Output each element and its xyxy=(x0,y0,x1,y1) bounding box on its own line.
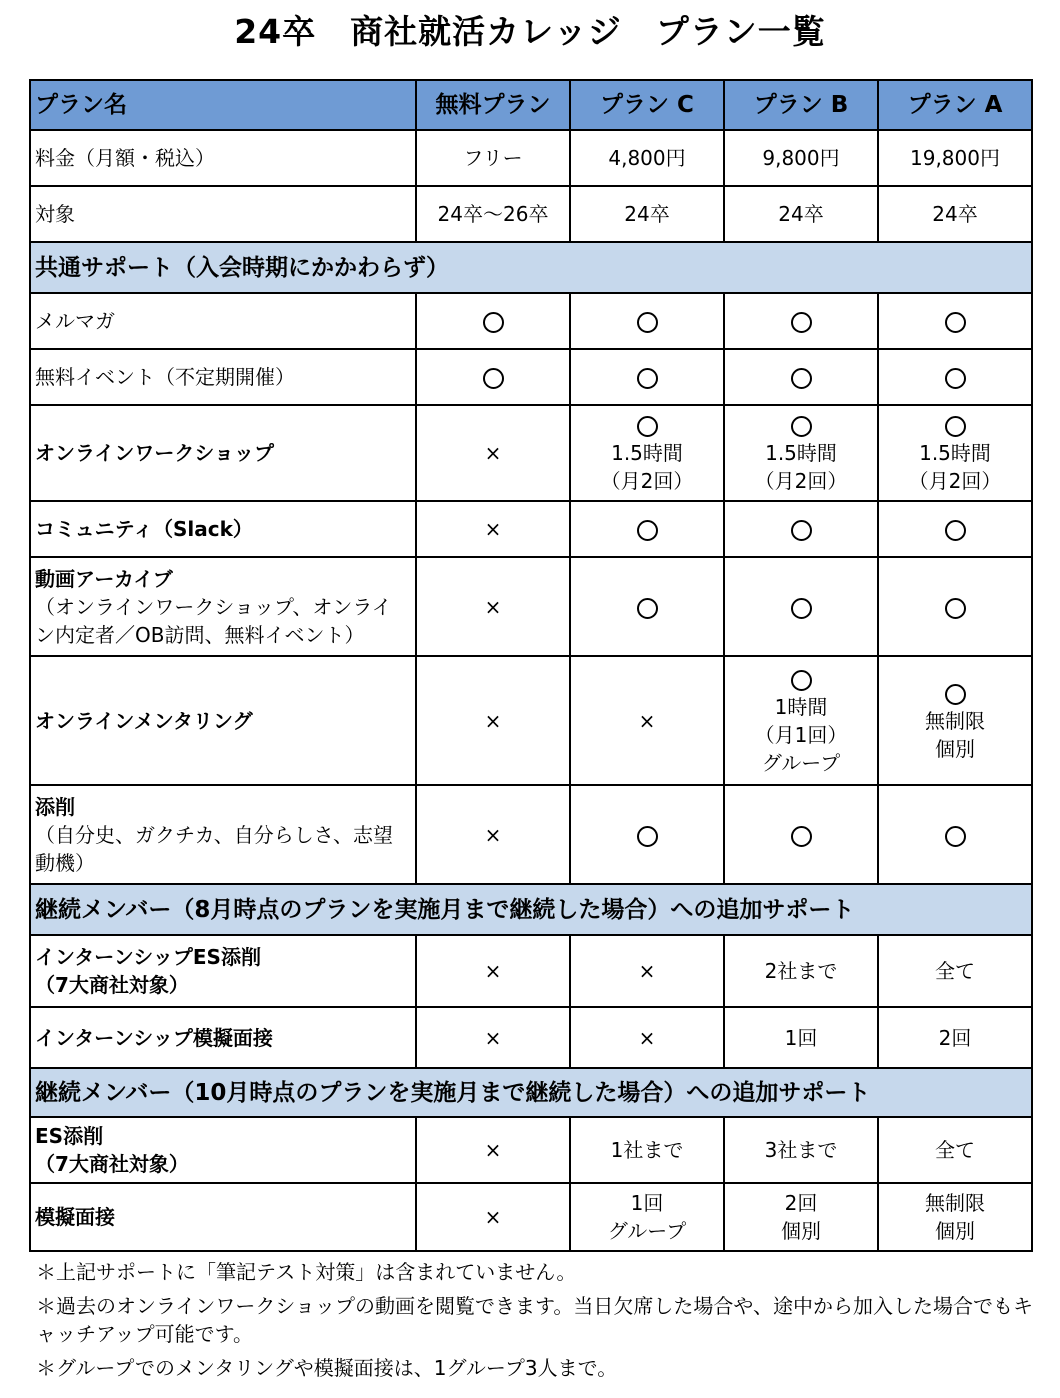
row-label xyxy=(30,293,416,349)
circle-mark-icon xyxy=(791,670,812,691)
included-mark xyxy=(883,363,1027,391)
row-label xyxy=(30,557,416,656)
cell-plan-c xyxy=(570,349,724,405)
cell-text: 19,800円 xyxy=(910,146,1000,170)
cell-text: グループ xyxy=(761,750,841,775)
circle-mark-icon xyxy=(637,520,658,541)
header-row xyxy=(30,80,1032,130)
cell-text: （月2回） xyxy=(908,469,1002,493)
circle-mark-icon xyxy=(637,826,658,847)
cell-plan-b xyxy=(724,557,878,656)
section-title: 継続メンバー（8月時点のプランを実施月まで継続した場合）への追加サポート xyxy=(30,884,1032,935)
cell-plan-b xyxy=(724,1183,878,1251)
row-label xyxy=(30,1007,416,1068)
row-label-text: 対象 xyxy=(35,202,75,226)
row-label xyxy=(30,935,416,1007)
cell-text: グループ xyxy=(607,1219,687,1243)
row-label-text: インターンシップ模擬面接 xyxy=(35,1025,273,1050)
cell-plan-a xyxy=(878,785,1032,884)
table-row xyxy=(30,1117,1032,1183)
row-label-text: コミュニティ（Slack） xyxy=(35,517,253,541)
table-row xyxy=(30,1183,1032,1251)
row-label-text: オンラインメンタリング xyxy=(35,708,253,733)
included-mark xyxy=(883,515,1027,543)
row-label-text: （7大商社対象） xyxy=(35,973,189,997)
cell-text: 1社まで xyxy=(610,1138,684,1162)
cell-plan-c xyxy=(570,1007,724,1068)
cell-plan-b xyxy=(724,186,878,242)
circle-mark-icon xyxy=(791,520,812,541)
included-mark xyxy=(729,307,873,335)
table-row xyxy=(30,557,1032,656)
table-row xyxy=(30,186,1032,242)
circle-mark-icon xyxy=(791,368,812,389)
not-included-mark: × xyxy=(484,1205,502,1229)
circle-mark-icon xyxy=(483,312,504,333)
header-plan-b: プラン B xyxy=(724,80,878,130)
included-mark xyxy=(421,363,565,391)
cell-text: 2回 xyxy=(938,1025,972,1050)
cell-plan-a xyxy=(878,130,1032,186)
cell-text: 1時間 xyxy=(774,694,828,719)
cell-text: 2社まで xyxy=(764,959,838,983)
included-mark xyxy=(575,307,719,335)
included-mark xyxy=(883,821,1027,849)
cell-text: 個別 xyxy=(935,1219,975,1243)
cell-text: 無制限 xyxy=(925,708,985,733)
cell-plan-free xyxy=(416,405,570,501)
cell-plan-b xyxy=(724,349,878,405)
cell-plan-free xyxy=(416,186,570,242)
included-mark xyxy=(575,411,719,439)
header-plan-c: プラン C xyxy=(570,80,724,130)
cell-plan-b xyxy=(724,130,878,186)
page-title: 24卒 商社就活カレッジ プラン一覧 xyxy=(234,12,826,51)
not-included-mark: × xyxy=(484,594,502,619)
row-label xyxy=(30,186,416,242)
circle-mark-icon xyxy=(791,312,812,333)
row-label-text: ES添削 xyxy=(35,1124,104,1148)
cell-text: 1.5時間 xyxy=(919,441,991,465)
table-row xyxy=(30,935,1032,1007)
header-plan-a: プラン A xyxy=(878,80,1032,130)
row-label-main: 動画アーカイブ xyxy=(35,566,173,591)
row-label-text: 無料イベント（不定期開催） xyxy=(35,365,295,389)
cell-text: 2回 xyxy=(784,1191,818,1215)
note-text: ＊上記サポートに「筆記テスト対策」は含まれていません。 xyxy=(36,1260,577,1284)
table-row xyxy=(30,785,1032,884)
cell-plan-c xyxy=(570,785,724,884)
included-mark xyxy=(729,665,873,693)
cell-plan-free xyxy=(416,656,570,785)
cell-text: 24卒～26卒 xyxy=(437,202,549,226)
row-label xyxy=(30,349,416,405)
cell-plan-a xyxy=(878,656,1032,785)
circle-mark-icon xyxy=(791,598,812,619)
not-included-mark: × xyxy=(638,959,656,983)
cell-plan-c xyxy=(570,186,724,242)
row-label xyxy=(30,130,416,186)
cell-text: 9,800円 xyxy=(762,146,840,170)
cell-text: 1.5時間 xyxy=(765,441,837,465)
cell-text: 24卒 xyxy=(624,202,670,226)
circle-mark-icon xyxy=(791,826,812,847)
cell-plan-a xyxy=(878,1183,1032,1251)
not-included-mark: × xyxy=(484,517,502,541)
row-label xyxy=(30,1183,416,1251)
cell-text: 24卒 xyxy=(778,202,824,226)
row-label xyxy=(30,405,416,501)
included-mark xyxy=(729,821,873,849)
table-row xyxy=(30,293,1032,349)
cell-plan-a xyxy=(878,501,1032,557)
cell-text: 4,800円 xyxy=(608,146,686,170)
included-mark xyxy=(575,593,719,621)
note-text: ＊過去のオンラインワークショップの動画を閲覧できます。当日欠席した場合や、途中から加入した場合でもキャッチアップ可能です。 xyxy=(36,1294,1033,1346)
circle-mark-icon xyxy=(637,368,658,389)
circle-mark-icon xyxy=(945,416,966,437)
section-title: 継続メンバー（10月時点のプランを実施月まで継続した場合）への追加サポート xyxy=(30,1068,1032,1117)
cell-plan-free xyxy=(416,293,570,349)
cell-text: 1.5時間 xyxy=(611,441,683,465)
table-row xyxy=(30,349,1032,405)
cell-plan-a xyxy=(878,293,1032,349)
cell-plan-b xyxy=(724,785,878,884)
header-plan-free: 無料プラン xyxy=(416,80,570,130)
cell-plan-a xyxy=(878,405,1032,501)
not-included-mark: × xyxy=(484,822,502,847)
circle-mark-icon xyxy=(945,598,966,619)
not-included-mark: × xyxy=(638,1025,656,1050)
included-mark xyxy=(729,515,873,543)
cell-plan-free xyxy=(416,1117,570,1183)
cell-plan-c xyxy=(570,935,724,1007)
cell-plan-free xyxy=(416,130,570,186)
plan-table xyxy=(29,79,1033,1252)
row-label-text: オンラインワークショップ xyxy=(35,441,274,465)
row-label xyxy=(30,1117,416,1183)
notes xyxy=(36,1258,1036,1388)
cell-plan-b xyxy=(724,1007,878,1068)
cell-plan-c xyxy=(570,656,724,785)
cell-text: 1回 xyxy=(784,1025,818,1050)
row-label-text: （7大商社対象） xyxy=(35,1152,189,1176)
cell-plan-c xyxy=(570,501,724,557)
cell-plan-free xyxy=(416,785,570,884)
cell-text: 24卒 xyxy=(932,202,978,226)
not-included-mark: × xyxy=(484,1138,502,1162)
row-label xyxy=(30,501,416,557)
cell-plan-b xyxy=(724,293,878,349)
cell-plan-free xyxy=(416,349,570,405)
cell-text: 個別 xyxy=(935,736,975,761)
cell-plan-a xyxy=(878,1117,1032,1183)
cell-text: （月1回） xyxy=(754,722,848,747)
cell-text: 全て xyxy=(935,959,975,983)
cell-plan-a xyxy=(878,935,1032,1007)
cell-plan-a xyxy=(878,1007,1032,1068)
circle-mark-icon xyxy=(637,416,658,437)
row-label-sub: （オンラインワークショップ、オンライン内定者／OB訪問、無料イベント） xyxy=(35,594,392,647)
table-row xyxy=(30,656,1032,785)
cell-plan-free xyxy=(416,1183,570,1251)
cell-plan-a xyxy=(878,186,1032,242)
cell-plan-free xyxy=(416,501,570,557)
not-included-mark: × xyxy=(484,1025,502,1050)
header-label: プラン名 xyxy=(30,80,416,130)
included-mark xyxy=(575,821,719,849)
row-label-text: 料金（月額・税込） xyxy=(35,146,215,170)
row-label-text: 模擬面接 xyxy=(35,1205,115,1229)
row-label-main: 添削 xyxy=(35,794,75,819)
cell-plan-c xyxy=(570,130,724,186)
cell-plan-free xyxy=(416,935,570,1007)
table-row xyxy=(30,130,1032,186)
circle-mark-icon xyxy=(791,416,812,437)
cell-text: 1回 xyxy=(630,1191,664,1215)
row-label xyxy=(30,656,416,785)
cell-plan-b xyxy=(724,1117,878,1183)
cell-plan-c xyxy=(570,293,724,349)
included-mark xyxy=(883,307,1027,335)
circle-mark-icon xyxy=(945,520,966,541)
cell-text: （月2回） xyxy=(600,469,694,493)
included-mark xyxy=(883,679,1027,707)
not-included-mark: × xyxy=(484,441,502,465)
included-mark xyxy=(729,363,873,391)
included-mark xyxy=(729,411,873,439)
cell-text: フリー xyxy=(463,146,523,170)
cell-plan-a xyxy=(878,349,1032,405)
circle-mark-icon xyxy=(945,684,966,705)
circle-mark-icon xyxy=(637,312,658,333)
included-mark xyxy=(575,363,719,391)
section-header xyxy=(30,1068,1032,1117)
included-mark xyxy=(883,411,1027,439)
cell-text: 3社まで xyxy=(764,1138,838,1162)
cell-plan-b xyxy=(724,405,878,501)
cell-plan-free xyxy=(416,1007,570,1068)
section-header xyxy=(30,242,1032,293)
cell-plan-a xyxy=(878,557,1032,656)
cell-text: （月2回） xyxy=(754,469,848,493)
included-mark xyxy=(729,593,873,621)
cell-text: 全て xyxy=(935,1138,975,1162)
cell-plan-b xyxy=(724,935,878,1007)
note-text: ＊グループでのメンタリングや模擬面接は、1グループ3人まで。 xyxy=(36,1356,618,1380)
row-label-text: メルマガ xyxy=(35,309,115,333)
circle-mark-icon xyxy=(483,368,504,389)
included-mark xyxy=(883,593,1027,621)
circle-mark-icon xyxy=(637,598,658,619)
row-label xyxy=(30,785,416,884)
circle-mark-icon xyxy=(945,312,966,333)
included-mark xyxy=(421,307,565,335)
cell-plan-c xyxy=(570,1183,724,1251)
cell-text: 個別 xyxy=(781,1219,821,1243)
cell-plan-c xyxy=(570,557,724,656)
not-included-mark: × xyxy=(484,708,502,733)
table-row xyxy=(30,1007,1032,1068)
not-included-mark: × xyxy=(484,959,502,983)
section-title: 共通サポート（入会時期にかかわらず） xyxy=(30,242,1032,293)
cell-text: 無制限 xyxy=(925,1191,985,1215)
row-label-text: インターンシップES添削 xyxy=(35,945,261,969)
circle-mark-icon xyxy=(945,826,966,847)
table-row xyxy=(30,501,1032,557)
cell-plan-free xyxy=(416,557,570,656)
row-label-sub: （自分史、ガクチカ、自分らしさ、志望動機） xyxy=(35,822,393,875)
circle-mark-icon xyxy=(945,368,966,389)
cell-plan-c xyxy=(570,405,724,501)
not-included-mark: × xyxy=(638,708,656,733)
section-header xyxy=(30,884,1032,935)
included-mark xyxy=(575,515,719,543)
cell-plan-b xyxy=(724,501,878,557)
cell-plan-b xyxy=(724,656,878,785)
table-row xyxy=(30,405,1032,501)
cell-plan-c xyxy=(570,1117,724,1183)
